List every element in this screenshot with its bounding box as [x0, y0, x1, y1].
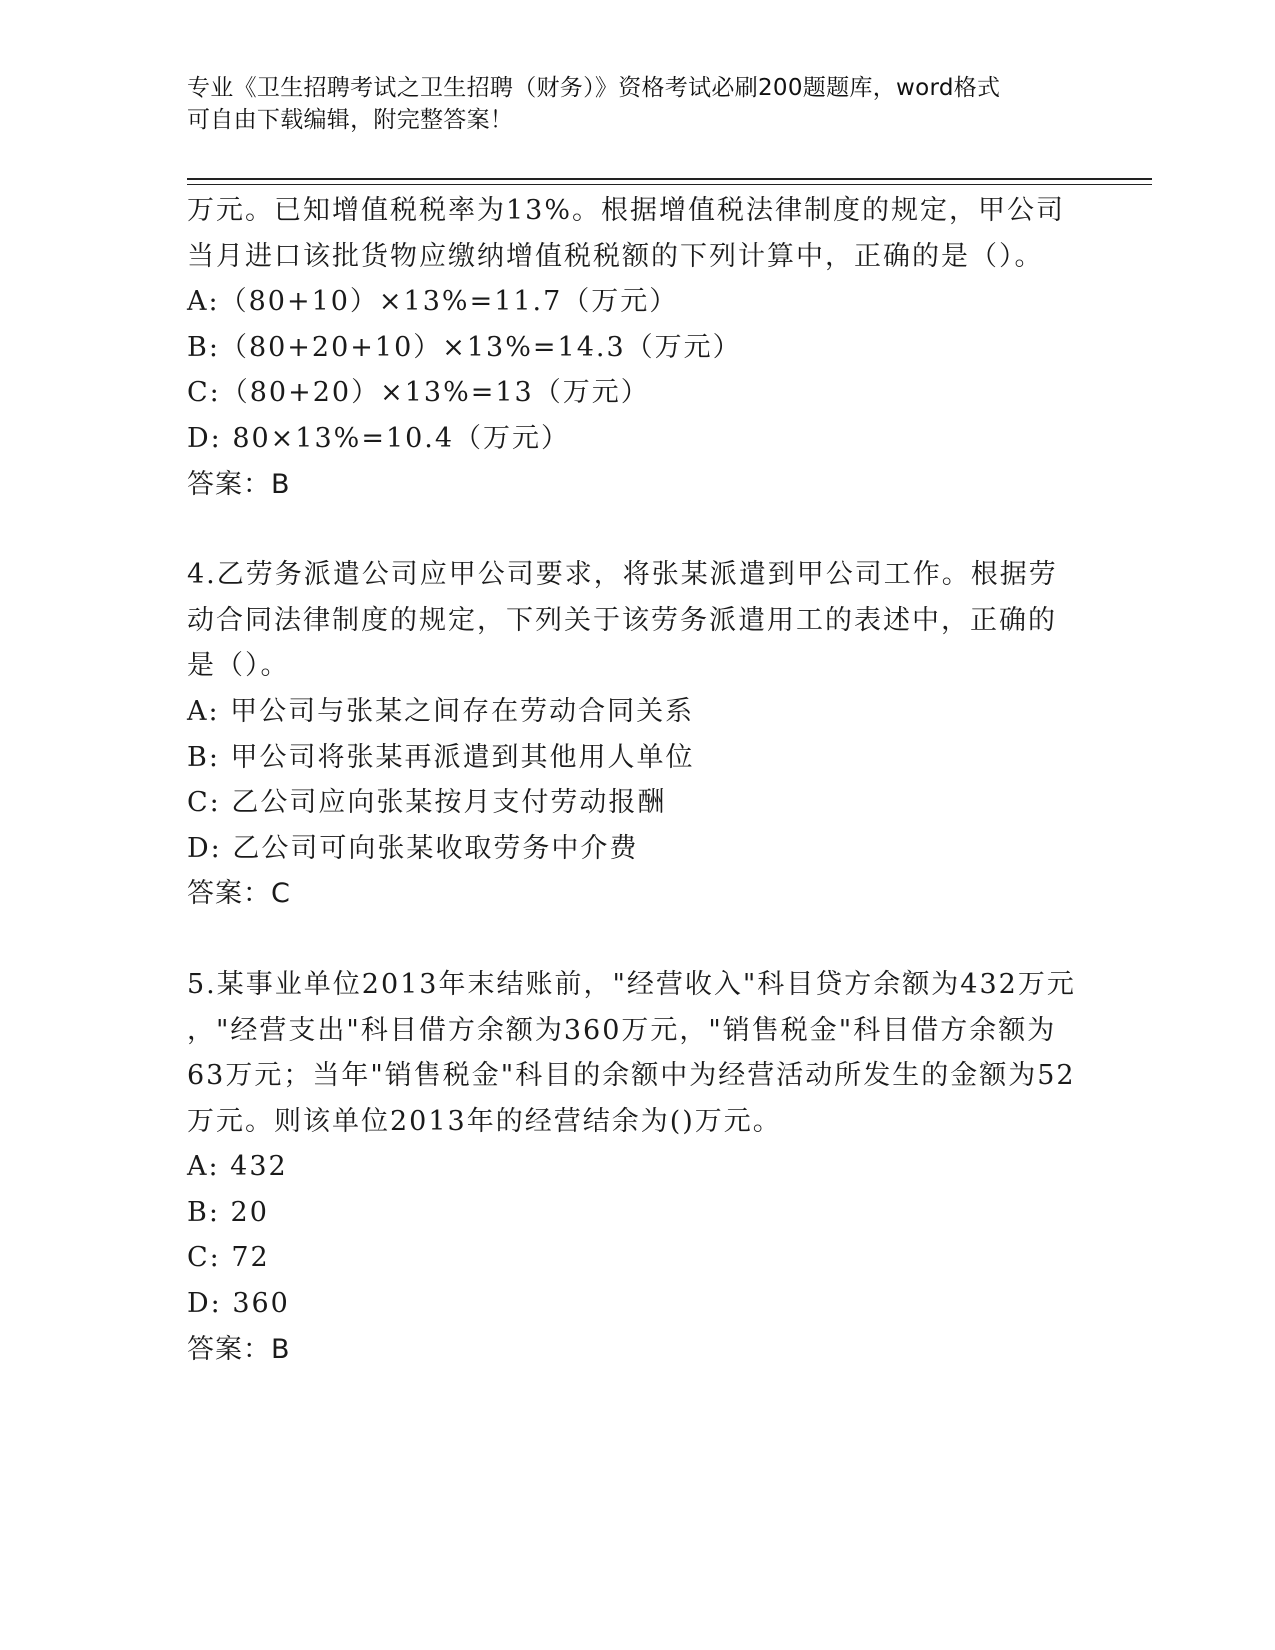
option-d: D: 80×13%=10.4（万元）: [187, 422, 571, 454]
question-3: [187, 188, 1087, 507]
question-stem-line: 4.乙劳务派遣公司应甲公司要求，将张某派遣到甲公司工作。根据劳: [187, 559, 1058, 591]
header-title-line-1: 专业《卫生招聘考试之卫生招聘（财务）》资格考试必刷200题题库，word格式: [187, 75, 1001, 101]
option-b: B:（80+20+10）×13%=14.3（万元）: [187, 331, 742, 363]
question-5: [187, 962, 1087, 1372]
document-body: [187, 188, 1087, 1372]
option-c: C: 72: [187, 1242, 270, 1274]
option-a: A: 甲公司与张某之间存在劳动合同关系: [187, 695, 695, 727]
question-stem-line: ，"经营支出"科目借方余额为360万元，"销售税金"科目借方余额为: [187, 1014, 1057, 1046]
answer-line: 答案：C: [187, 878, 291, 910]
option-b: B: 20: [187, 1196, 269, 1228]
document-header: [187, 72, 1087, 136]
option-c: C:（80+20）×13%=13（万元）: [187, 377, 650, 409]
option-a: A: 432: [187, 1151, 288, 1183]
option-d: D: 乙公司可向张某收取劳务中介费: [187, 832, 639, 864]
question-stem-line: 是（）。: [187, 650, 290, 682]
question-stem-line: 当月进口该批货物应缴纳增值税税额的下列计算中，正确的是（）。: [187, 240, 1044, 272]
header-divider-thick: [187, 178, 1152, 180]
answer-line: 答案：B: [187, 1333, 291, 1365]
spacer: [187, 917, 1087, 962]
question-stem-line: 5.某事业单位2013年末结账前，"经营收入"科目贷方余额为432万元: [187, 968, 1076, 1000]
spacer: [187, 507, 1087, 552]
header-divider-thin: [187, 184, 1152, 185]
option-c: C: 乙公司应向张某按月支付劳动报酬: [187, 787, 667, 819]
question-4: [187, 552, 1087, 917]
answer-line: 答案：B: [187, 468, 291, 500]
header-title-line-2: 可自由下载编辑，附完整答案！: [187, 107, 514, 133]
question-stem-line: 万元。已知增值税税率为13%。根据增值税法律制度的规定，甲公司: [187, 195, 1066, 226]
option-b: B: 甲公司将张某再派遣到其他用人单位: [187, 741, 695, 773]
question-stem-line: 万元。则该单位2013年的经营结余为()万元。: [187, 1105, 782, 1137]
option-d: D: 360: [187, 1288, 290, 1320]
question-stem-line: 动合同法律制度的规定，下列关于该劳务派遣用工的表述中，正确的: [187, 604, 1057, 636]
question-stem-line: 63万元；当年"销售税金"科目的余额中为经营活动所发生的金额为52: [187, 1060, 1076, 1092]
option-a: A:（80+10）×13%=11.7（万元）: [187, 286, 679, 318]
